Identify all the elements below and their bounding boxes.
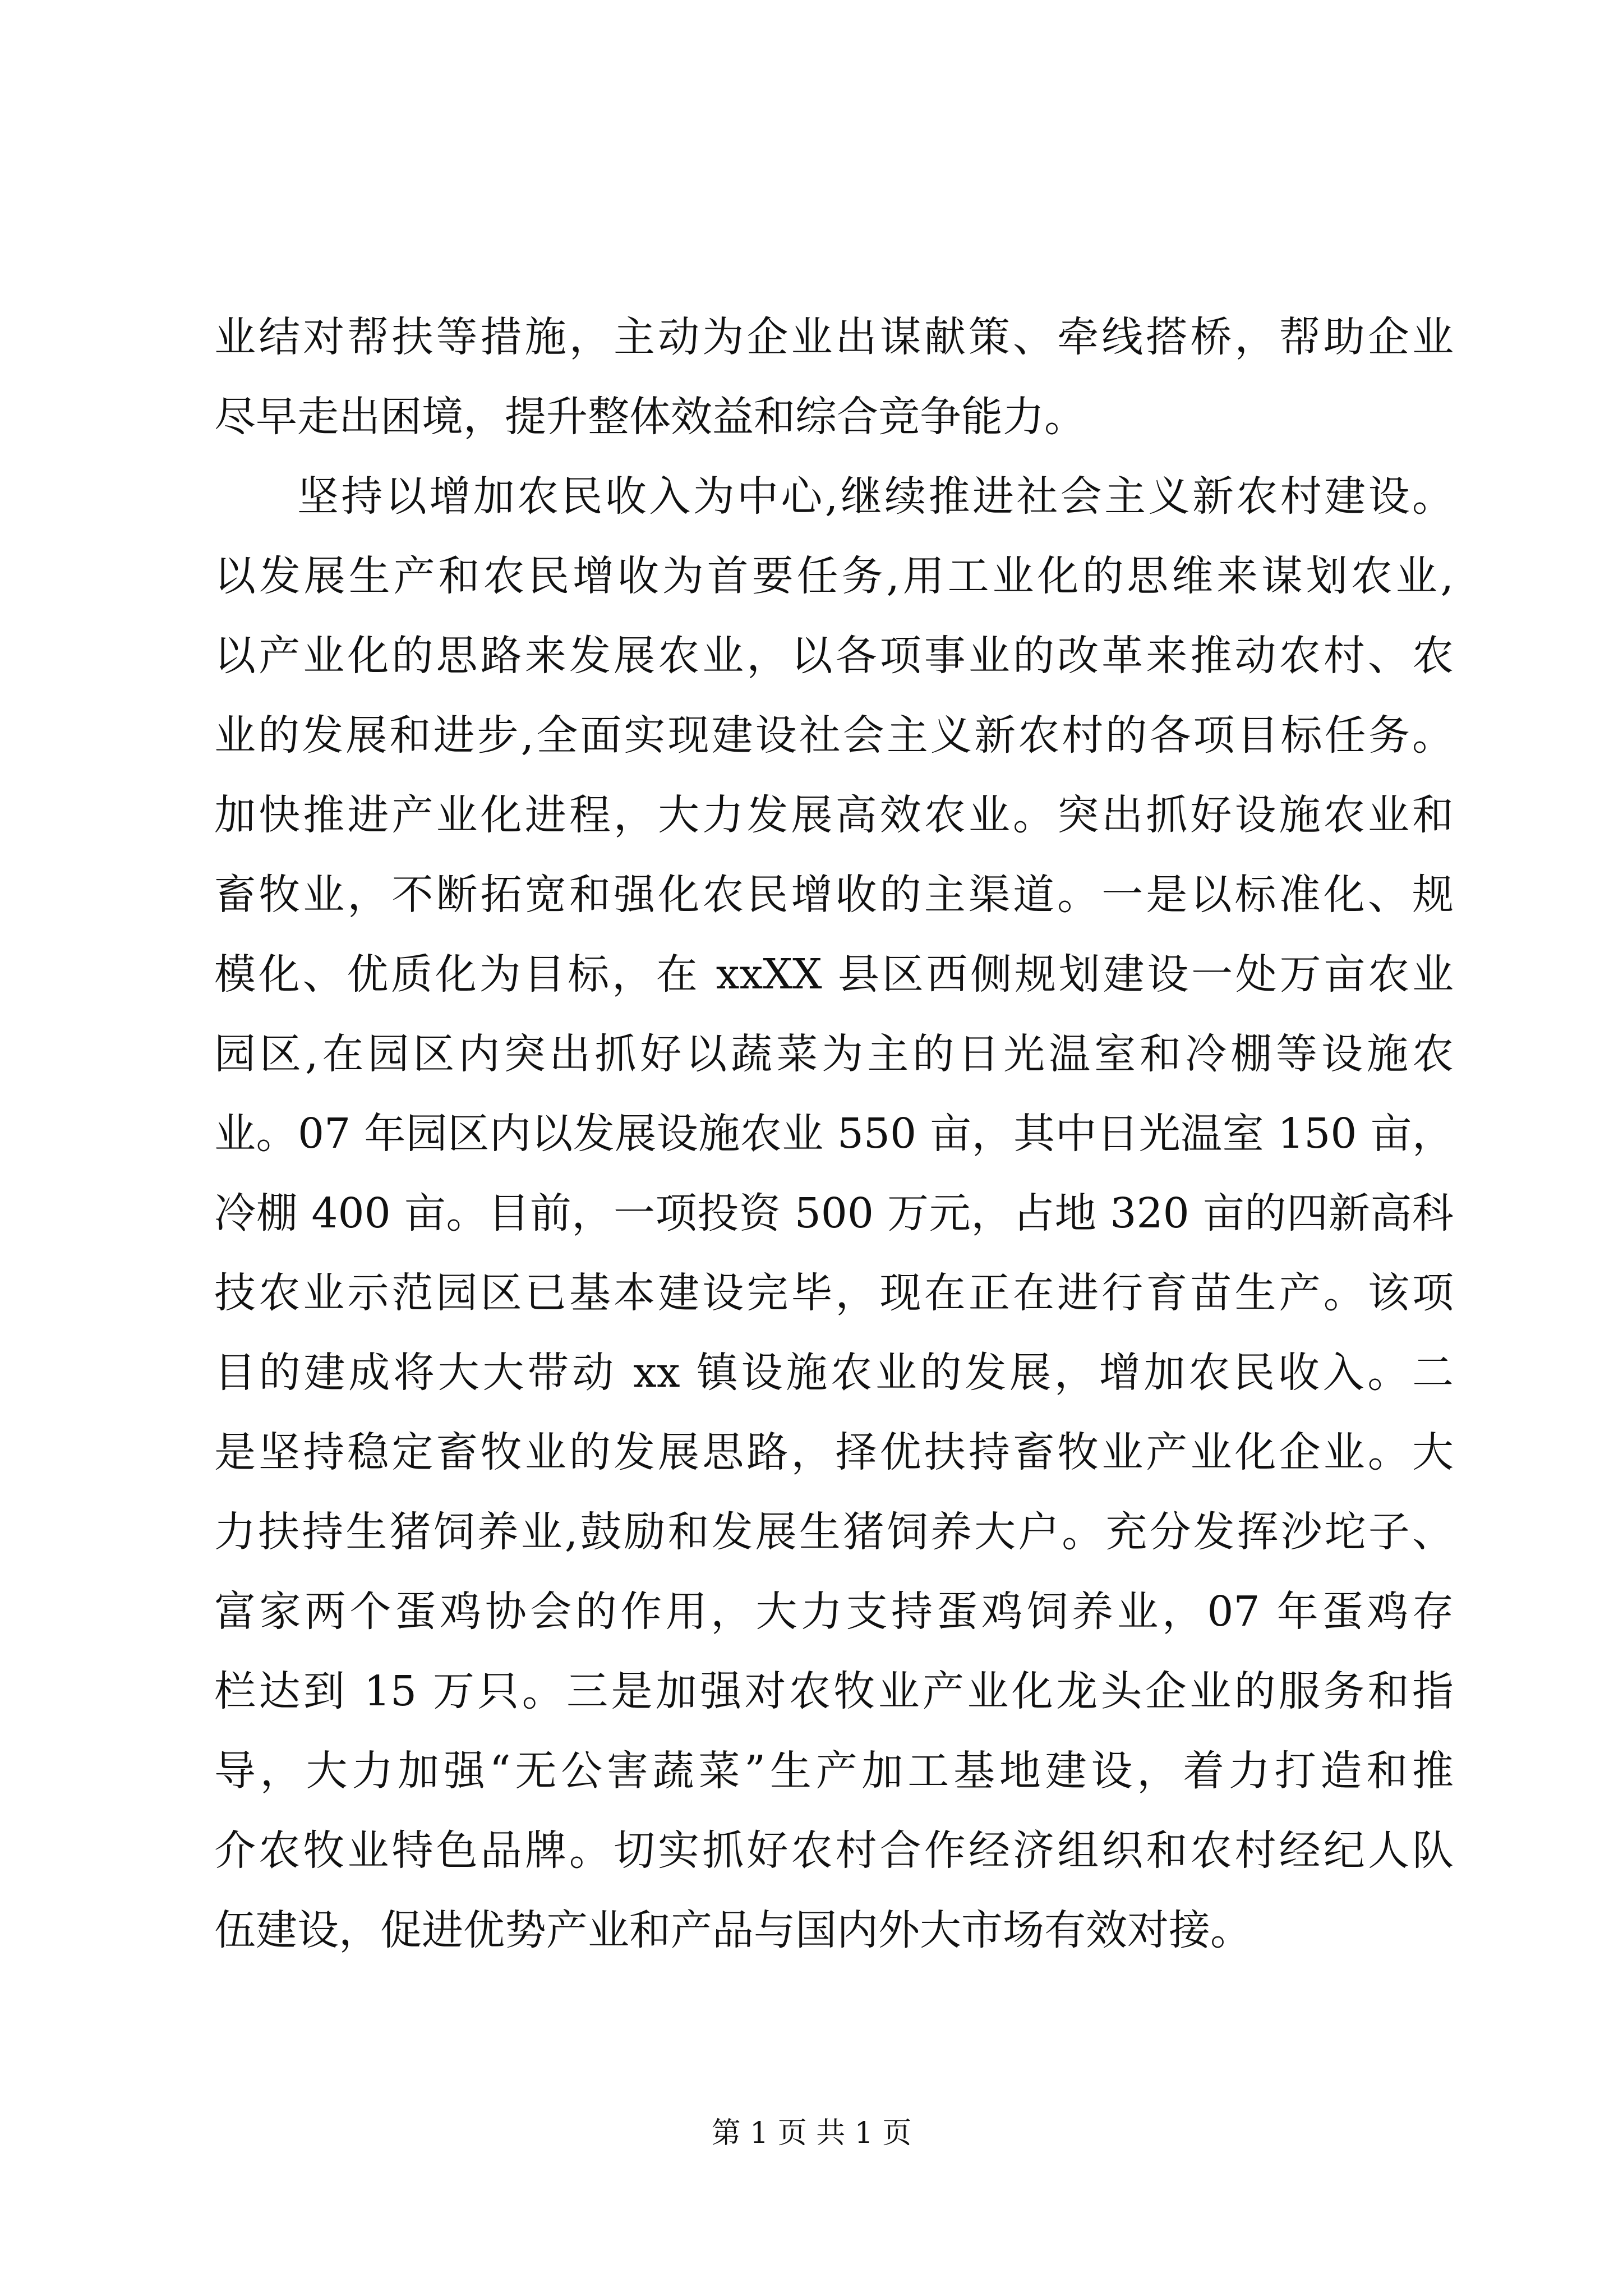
text-line: 业结对帮扶等措施，主动为企业出谋献策、牵线搭桥，帮助企业 [214, 313, 1454, 361]
text-line: 业。07 年园区内以发展设施农业 550 亩，其中日光温室 150 亩， [214, 1110, 1454, 1158]
text-line: 加快推进产业化进程，大力发展高效农业。突出抓好设施农业和 [214, 791, 1454, 839]
text-line: 导，大力加强“无公害蔬菜”生产加工基地建设，着力打造和推 [214, 1747, 1454, 1795]
text-line: 力扶持生猪饲养业,鼓励和发展生猪饲养大户。充分发挥沙坨子、 [214, 1508, 1454, 1556]
text-line: 伍建设，促进优势产业和产品与国内外大市场有效对接。 [214, 1906, 1252, 1954]
text-line: 栏达到 15 万只。三是加强对农牧业产业化龙头企业的服务和指 [214, 1667, 1454, 1715]
text-line: 尽早走出困境，提升整体效益和综合竞争能力。 [214, 393, 1086, 441]
text-line: 技农业示范园区已基本建设完毕，现在正在进行育苗生产。该项 [214, 1269, 1454, 1317]
text-line: 冷棚 400 亩。目前，一项投资 500 万元，占地 320 亩的四新高科 [214, 1189, 1454, 1237]
text-line: 以发展生产和农民增收为首要任务,用工业化的思维来谋划农业, [214, 552, 1454, 600]
text-line: 模化、优质化为目标，在 xxXX 县区西侧规划建设一处万亩农业 [214, 950, 1454, 999]
text-line: 是坚持稳定畜牧业的发展思路，择优扶持畜牧业产业化企业。大 [214, 1428, 1454, 1476]
text-line: 目的建成将大大带动 xx 镇设施农业的发展，增加农民收入。二 [214, 1349, 1454, 1397]
text-line: 业的发展和进步,全面实现建设社会主义新农村的各项目标任务。 [214, 711, 1454, 760]
document-body [214, 297, 1454, 1970]
text-line: 富家两个蛋鸡协会的作用，大力支持蛋鸡饲养业，07 年蛋鸡存 [214, 1588, 1454, 1636]
text-line: 介农牧业特色品牌。切实抓好农村合作经济组织和农村经纪人队 [214, 1826, 1454, 1875]
text-line: 以产业化的思路来发展农业，以各项事业的改革来推动农村、农 [214, 632, 1454, 680]
paragraph-first-line: 坚持以增加农民收入为中心,继续推进社会主义新农村建设。 [297, 472, 1454, 521]
text-line: 畜牧业，不断拓宽和强化农民增收的主渠道。一是以标准化、规 [214, 871, 1454, 919]
text-line: 园区,在园区内突出抓好以蔬菜为主的日光温室和冷棚等设施农 [214, 1030, 1454, 1078]
page-footer: 第 1 页 共 1 页 [711, 2116, 912, 2150]
